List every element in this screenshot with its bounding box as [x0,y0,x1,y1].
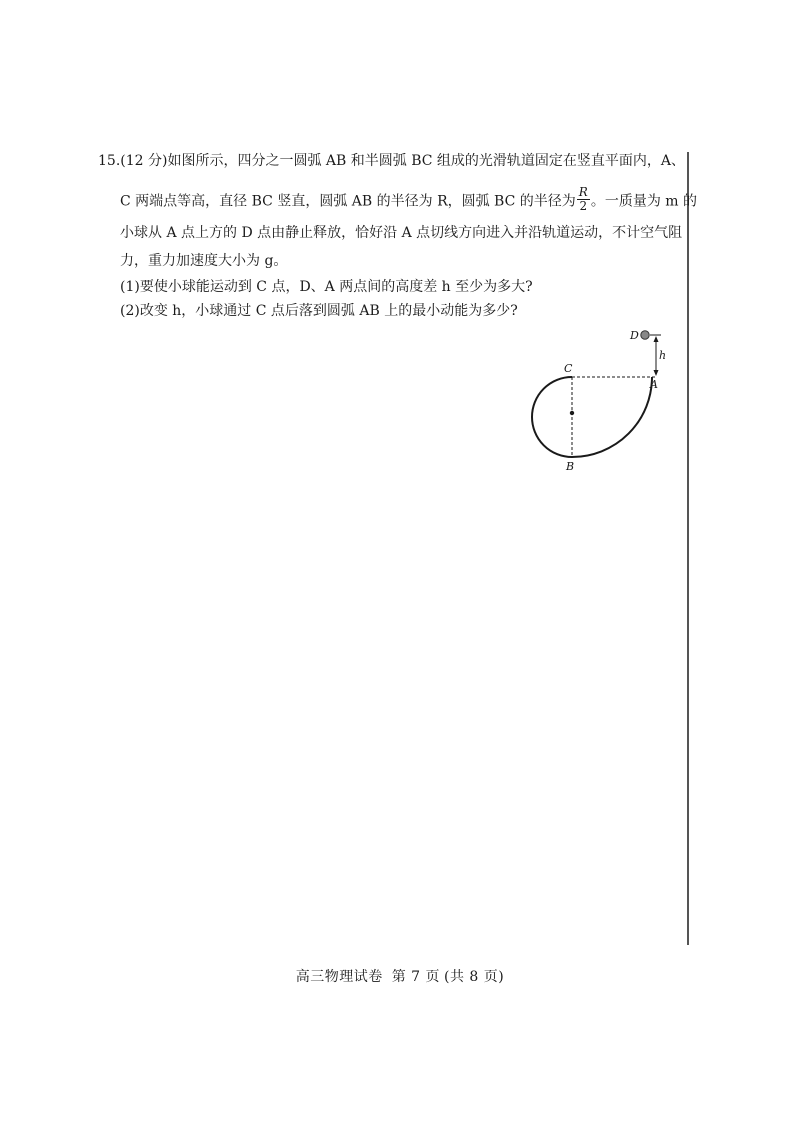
question-line-2 [120,185,698,215]
question-part-1: (1)要使小球能运动到 C 点，D、A 两点间的高度差 h 至少为多大? [120,279,533,295]
footer-total: (共 8 页) [444,969,505,985]
track-arc [532,377,652,457]
fraction-denominator: 2 [579,199,588,213]
footer-subject: 高三物理试卷 [295,969,383,985]
question-line-3: 小球从 A 点上方的 D 点由静止释放，恰好沿 A 点切线方向进入并沿轨道运动，不计空气阻 [120,225,683,241]
fraction-r-over-2 [577,186,590,213]
question-text-line-2a: C 两端点等高，直径 BC 竖直，圆弧 AB 的半径为 R，圆弧 BC 的半径为 [120,193,576,210]
fraction-numerator: R [578,185,588,199]
right-margin-rule [687,152,689,945]
footer-page: 第 7 页 [391,969,441,985]
question-line-4: 力，重力加速度大小为 g。 [120,253,288,269]
label-c: C [564,362,573,375]
question-text-line-1: 如图所示，四分之一圆弧 AB 和半圆弧 BC 组成的光滑轨道固定在竖直平面内，A、 [167,153,686,169]
question-points: (12 分) [120,153,168,169]
label-b: B [566,460,575,472]
page-footer [0,966,800,986]
question-line-1 [98,152,685,170]
label-h: h [659,349,667,362]
question-part-2: (2)改变 h，小球通过 C 点后落到圆弧 AB 上的最小动能为多少? [120,303,518,319]
label-a: A [650,378,658,391]
question-text-line-2b: 。一质量为 m 的 [590,193,698,210]
h-arrow-head-top [654,336,659,342]
h-arrow-head-bottom [654,370,659,376]
label-d: D [630,329,639,342]
center-dot [570,411,574,415]
ball-d [641,331,649,339]
track-diagram [520,322,700,472]
question-number: 15. [98,153,121,169]
